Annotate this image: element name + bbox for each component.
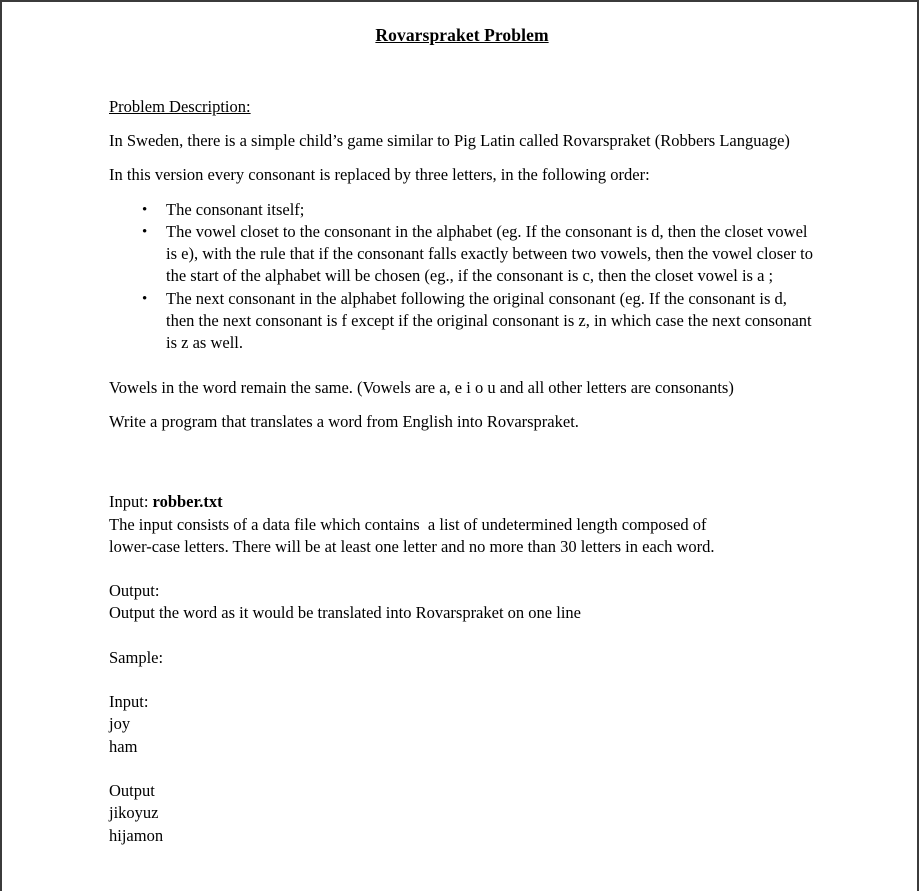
input-output-spacer <box>109 558 815 580</box>
sample-input-line-1: joy <box>109 714 131 734</box>
intro-paragraph-2: In this version every consonant is replaced by three letters, in the following order: <box>109 165 650 185</box>
sample-output-line-1: jikoyuz <box>109 803 159 823</box>
input-label: Input: <box>109 492 153 512</box>
document-title: Rovarspraket Problem <box>375 25 549 45</box>
sample-input-line-2: ham <box>109 736 138 756</box>
output-description: Output the word as it would be translated into Rovarspraket on one line <box>109 603 581 623</box>
input-filename: robber.txt <box>152 492 223 512</box>
sample-input-label: Input: <box>109 692 149 712</box>
sample-output-spacer <box>109 758 815 780</box>
list-item <box>109 221 815 288</box>
sample-input-block <box>109 691 815 758</box>
problem-description-heading: Problem Description: <box>109 97 251 116</box>
pre-input-spacer <box>109 445 815 491</box>
rules-list <box>109 199 815 355</box>
input-description-line-2: lower-case letters. There will be at least one letter and no more than 30 letters in each word. <box>109 536 715 556</box>
rules-spacer <box>109 365 815 377</box>
sample-label: Sample: <box>109 647 164 667</box>
input-section <box>109 491 815 558</box>
output-label: Output: <box>109 581 160 601</box>
title-spacer <box>109 46 815 96</box>
bullet-icon: • <box>142 223 148 240</box>
sample-output-line-2: hijamon <box>109 825 164 845</box>
document-content <box>109 24 815 847</box>
rule-text: The vowel closet to the consonant in the alphabet (eg. If the consonant is d, then the closet vowel is e), with the rule that if the consonant falls exactly between two vowels, then the vowel closer to the start of the alphabet will be chosen (eg., if the consonant is c, then the closet vowel is a ; <box>166 221 813 286</box>
sample-input-spacer <box>109 669 815 691</box>
task-statement-paragraph: Write a program that translates a word from English into Rovarspraket. <box>109 411 579 431</box>
output-section <box>109 580 815 625</box>
output-sample-spacer <box>109 625 815 647</box>
vowels-note-paragraph: Vowels in the word remain the same. (Vowels are a, e i o u and all other letters are consonants) <box>109 377 734 397</box>
rule-text: The next consonant in the alphabet following the original consonant (eg. If the consonant is d, then the next consonant is f except if the original consonant is z, in which case the next consonant is z as well. <box>166 288 812 353</box>
list-item <box>109 288 815 355</box>
bullet-icon: • <box>142 201 148 218</box>
rule-text: The consonant itself; <box>166 199 305 219</box>
sample-output-label: Output <box>109 780 155 800</box>
bullet-icon: • <box>142 290 148 307</box>
input-file-line <box>109 491 815 513</box>
list-item <box>109 199 815 221</box>
intro-paragraph-1: In Sweden, there is a simple child’s game similar to Pig Latin called Rovarspraket (Robbers Language) <box>109 131 790 150</box>
sample-output-block <box>109 780 815 847</box>
sample-section <box>109 647 815 669</box>
input-description-line-1: The input consists of a data file which contains a list of undetermined length composed of <box>109 514 707 534</box>
